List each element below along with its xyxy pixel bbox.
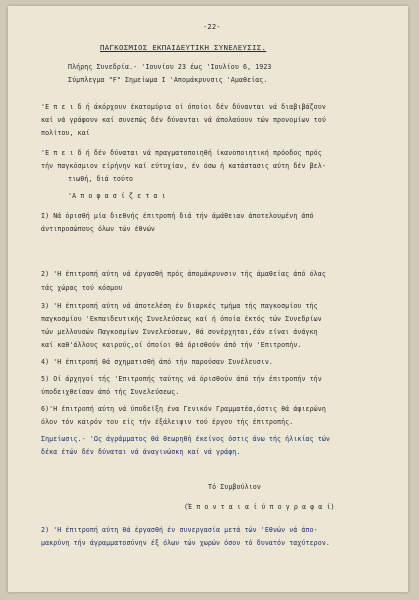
- text-line: 2) 'Η έπιτροπή αύτη θά έργασθή έν συνεργασία μετά τών 'Εθνών νά άπο-: [41, 526, 318, 534]
- signatures-note: (Έ π ο ν τ α ι α ί ύ π ο γ ρ α φ α ί): [184, 503, 335, 511]
- text-line: τών μελλουσών Παγκοσμίων Συνελεύσεων, θά συνέρχηται,έάν είναι άνάγκη: [41, 328, 318, 336]
- text-line: τιωθή, διά τούτο: [68, 175, 134, 183]
- session-line: Πλήρης Συνεδρία.- 'Ιουνίου 23 έως 'Ιουλίου 6, 1923: [68, 63, 272, 71]
- text-line: παγκοσμίου 'Εκπαιδευτικής Συνελεύσεως καί ή όποία έκτός τών Συνεδρίων: [41, 315, 322, 323]
- text-line: 6)'Η έπιτροπή αύτη νά ύποδείξη ένα Γενικόν Γραμματέα,όστις θά άφιερώνη: [41, 405, 326, 413]
- annex-line: Σύμπλεγμα "F" Σημείωμα I 'Απομάκρυνσις 'Αμαθείας.: [68, 76, 268, 84]
- page-number: -22-: [203, 22, 221, 31]
- note-line: δέκα έτών δέν δύναται νά άναγινώσκη καί νά γράφη.: [41, 448, 241, 456]
- text-line: καί καθ'άλλους καιρούς,οί όποίοι θά όρισθούν άπό τήν 'Επιτροπήν.: [41, 341, 302, 349]
- text-line: 5) Οί άρχηγοί τής 'Επιτροπής ταύτης νά όρισθούν άπό τήν έπιτροπήν τήν: [41, 375, 322, 383]
- text-line: 3) 'Η έπιτροπή αύτη νά άποτελέση έν διαρκές τμήμα τής παγκοσμίου τής: [41, 302, 318, 310]
- text-line: I) Νά όρισθή μία διεθνής έπιτροπή διά τήν άμάθειαν άποτελουμένη άπό: [41, 212, 314, 220]
- text-line: 'Ε π ε ι δ ή άκόρχουν έκατομύρια οί όποίοι δέν δύνανται νά διαβιβάζουν: [41, 103, 326, 111]
- text-line: 2) 'Η έπιτροπή αύτη νά έργασθή πρός άπομάκρυνσιν τής άμαθείας άπό όλας: [41, 270, 326, 278]
- document-page: [8, 6, 408, 592]
- page-heading: ΠΑΓΚΟΣΜΙΟΣ ΕΚΠΑΙΔΕΥΤΙΚΗ ΣΥΝΕΛΕΥΣΙΣ.: [100, 43, 267, 52]
- text-line: τάς χώρας τού κόσμου: [41, 284, 123, 292]
- text-line: ύποδειχθείσαν άπό τής Συνελεύσεως.: [41, 388, 180, 396]
- text-line: άντιπροσώπους όλων τών έθνών: [41, 225, 155, 233]
- text-line: όλον τόν καιρόν του είς τήν έξάλειψιν τού έργου τής έπιτροπής.: [41, 418, 294, 426]
- council-label: Τό Συμβούλιον: [208, 483, 261, 491]
- resolution-heading: 'Α π ο φ α σ ί ζ ε τ α ι: [68, 192, 166, 200]
- text-line: 'Ε π ε ι δ ή δέν δύναται νά πραγματοποιηθή ίκανοποιητική πρόοδος πρός: [41, 149, 322, 157]
- note-line: Σημείωσις.- 'Ως άγράμματος θά θεωρηθή έκείνος όστις άνω τής ήλικίας τών: [41, 435, 330, 443]
- text-line: καί νά γράφουν καί συνεπώς δέν δύνανται νά άπολαύουν τών προνομίων τού: [41, 116, 326, 124]
- text-line: μακρύνη τήν άγραμματοσύνην έξ όλων τών χωρών όσον τό δυνατόν ταχύτερον.: [41, 539, 330, 547]
- text-line: τήν παγκόσμιον είρήνην καί εύτυχίαν, έν όσω ή κατάστασις αύτη δέν βελ-: [41, 162, 326, 170]
- text-line: πολίτου, καί: [41, 129, 90, 137]
- text-line: 4) 'Η έπιτροπή θά σχηματισθή άπό τήν παρούσαν Συνέλευσιν.: [41, 358, 273, 366]
